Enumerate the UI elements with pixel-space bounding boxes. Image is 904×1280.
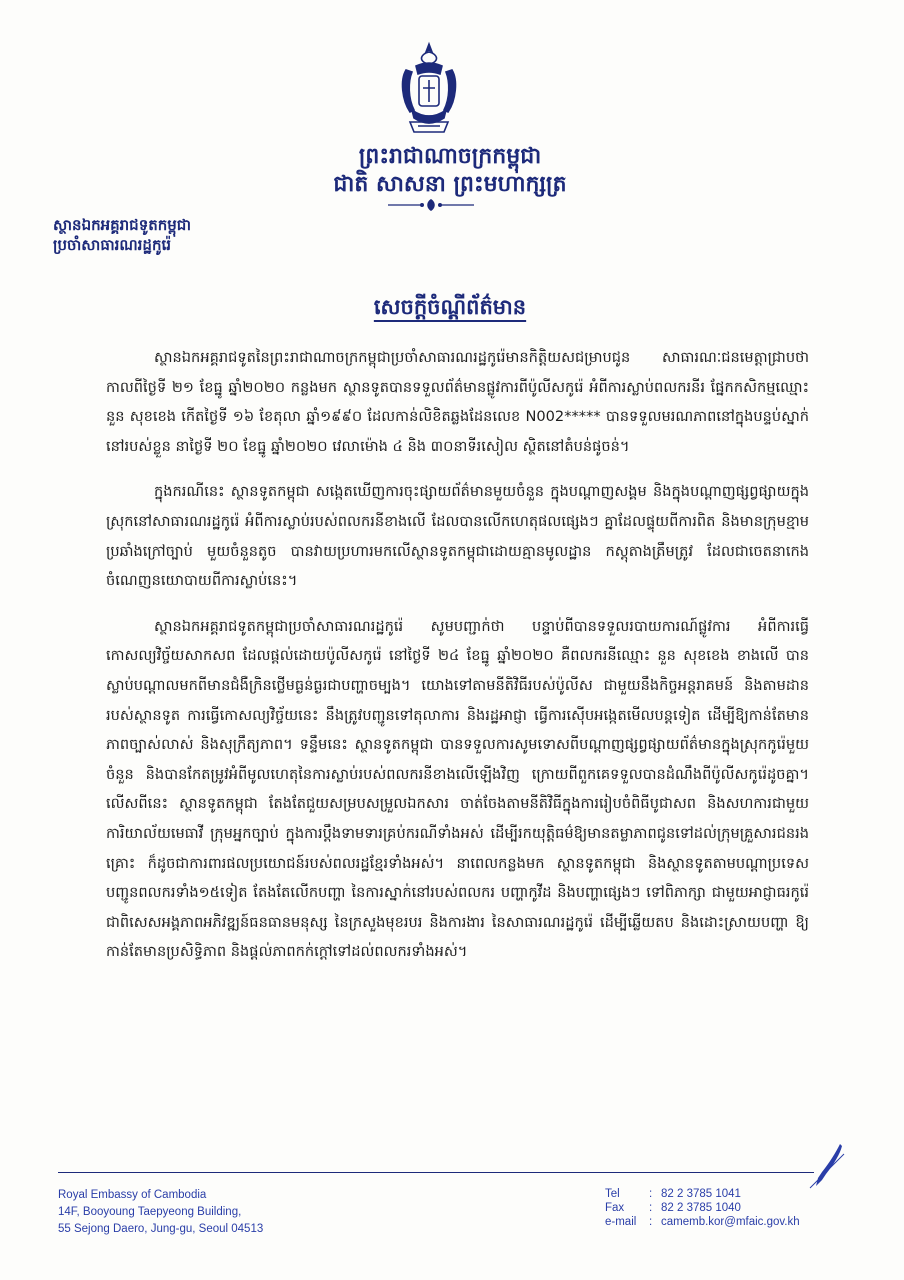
- paragraph-2: ក្នុងករណីនេះ ស្ថានទូតកម្ពុជា សង្កេតឃើញការចុះផ្សាយព័ត៌មានមួយចំនួន ក្នុងបណ្ដាញសង្គម និងក្នុងបណ្ដាញផ្សព្វផ្សាយក្នុងស្រុកនៅសាធារណរដ្ឋកូរ៉េ អំពីការស្លាប់របស់ពលករនីខាងលើ ដែលបានលើកហេតុផលផ្សេងៗ គ្នាដែលផ្ទុយពីការពិត និងមានក្រុមខ្មាមប្រឆាំងក្រៅច្បាប់ មួយចំនួនតូច បានវាយប្រហារមកលើស្ថានទូតកម្ពុជាដោយគ្មានមូលដ្ឋាន កស្តុតាងត្រឹមត្រូវ ដែលជាចេតនាកេងចំណេញនយោបាយពីការស្លាប់នេះ។: [106, 483, 809, 590]
- document-body: [106, 343, 809, 983]
- contact-separator: :: [649, 1202, 653, 1214]
- contact-value: 82 2 3785 1040: [661, 1202, 741, 1214]
- pen-nib-icon: [806, 1142, 846, 1190]
- contact-label: Fax: [605, 1202, 625, 1214]
- contact-row-tel: [605, 1187, 800, 1201]
- footer-divider: [58, 1172, 814, 1173]
- contact-row-fax: [605, 1201, 800, 1215]
- embassy-contact: [605, 1187, 800, 1229]
- contact-separator: :: [649, 1216, 653, 1228]
- sender-line-2: ប្រចាំសាធារណរដ្ឋកូរ៉េ: [53, 236, 171, 254]
- national-motto: ជាតិ សាសនា ព្រះមហាក្សត្រ: [333, 171, 567, 197]
- royal-coat-of-arms-icon: [392, 40, 466, 140]
- paragraph-3: ស្ថានឯកអគ្គរាជទូតកម្ពុជាប្រចាំសាធារណរដ្ឋកូរ៉េ សូមបញ្ជាក់ថា បន្ទាប់ពីបានទទួលរបាយការណ៍ផ្លូវការ អំពីការធ្វើកោសល្យវិច្ច័យសាកសព ដែលផ្ដល់ដោយប៉ូលីសកូរ៉េ នៅថ្ងៃទី ២៤ ខែធ្នូ ឆ្នាំ២០២០ គឺពលករនីឈ្មោះ នួន សុខខេង ខាងលើ បានស្លាប់បណ្ដាលមកពីមានជំងឺក្រិនថ្លើមធ្ងន់ធ្ងរជាបញ្ហាចម្បង។ យោងទៅតាមនីតិវិធីរបស់ប៉ូលីស ជាមួយនឹងកិច្ចអន្តរាគមន៍ និងតាមដានរបស់ស្ថានទូត ការធ្វើកោសល្យវិច្ច័យនេះ នឹងត្រូវបញ្ជូនទៅតុលាការ និងរដ្ឋអាជ្ញា ធ្វើការស៊ើបអង្កេតមើលបន្តទៀត ដើម្បីឱ្យកាន់តែមានភាពច្បាស់លាស់ និងសុក្រឹត្យភាព។ ទន្ទឹមនេះ ស្ថានទូតកម្ពុជា បានទទួលការសូមទោសពីបណ្ដាញផ្សព្វផ្សាយព័ត៌មានក្នុងស្រុកកូរ៉េមួយចំនួន និងបានកែតម្រូវអំពីមូលហេតុនៃការស្លាប់របស់ពលករនីខាងលើឡើងវិញ ក្រោយពីពួកគេទទួលបានដំណឹងពីប៉ូលីសកូរ៉េដូចគ្នា។ លើសពីនេះ ស្ថានទូតកម្ពុជា តែងតែជួយសម្របសម្រួលឯកសារ ចាត់ចែងតាមនីតិវិធីក្នុងការរៀបចំពិធីបូជាសព និងសហការជាមួយការិយាល័យមេធាវី ក្រុមអ្នកច្បាប់ ក្នុងការប្ដឹងទាមទារគ្រប់ករណីទាំងអស់ ដើម្បីរកយុត្តិធម៌ឱ្យមានតម្លាភាពជូនទៅដល់ក្រុមគ្រួសារជនរងគ្រោះ ក៏ដូចជាការពារផលប្រយោជន៍របស់ពលរដ្ឋខ្មែរទាំងអស់។ នាពេលកន្លងមក ស្ថានទូតកម្ពុជា និងស្ថានទូតតាមបណ្ដាប្រទេសបញ្ជូនពលករទាំង១៥ទៀត តែងតែលើកបញ្ហា នៃការស្នាក់នៅរបស់ពលករ បញ្ហាកូវីដ និងបញ្ហាផ្សេងៗ ទៅពិភាក្សា ជាមួយអាជ្ញាធរកូរ៉េ ជាពិសេសអង្គភាពអភិវឌ្ឍន៍ធនធានមនុស្ស នៃក្រសួងមុខរបរ និងការងារ នៃសាធារណរដ្ឋកូរ៉េ ដើម្បីឆ្លើយតប និងដោះស្រាយបញ្ហា ឱ្យកាន់តែមានប្រសិទ្ធិភាព និងផ្ដល់ភាពកក់ក្ដៅទៅដល់ពលករទាំងអស់។: [106, 617, 809, 961]
- document-title: សេចក្ដីចំណ្ដីព័ត៌មាន: [373, 294, 527, 319]
- ornament-divider-icon: [386, 198, 476, 212]
- address-line-3: 55 Sejong Daero, Jung-gu, Seoul 04513: [58, 1223, 264, 1235]
- embassy-address: [58, 1187, 263, 1238]
- sender-block: [53, 215, 191, 255]
- sender-line-1: ស្ថានឯកអគ្គរាជទូតកម្ពុជា: [53, 216, 192, 234]
- letterhead-kingdom: [300, 142, 600, 198]
- contact-separator: :: [649, 1188, 653, 1200]
- contact-label: Tel: [605, 1188, 620, 1200]
- kingdom-name: ព្រះរាជាណាចក្រកម្ពុជា: [358, 143, 542, 169]
- contact-value: 82 2 3785 1041: [661, 1188, 741, 1200]
- contact-value: camemb.kor@mfaic.gov.kh: [661, 1216, 800, 1228]
- contact-row-email: [605, 1215, 800, 1229]
- address-line-2: 14F, Booyoung Taepyeong Building,: [58, 1206, 242, 1218]
- contact-label: e-mail: [605, 1216, 637, 1228]
- paragraph-1: ស្ថានឯកអគ្គរាជទូតនៃព្រះរាជាណាចក្រកម្ពុជាប្រចាំសាធារណរដ្ឋកូរ៉េមានកិត្តិយសជម្រាបជូន សាធារណៈជនមេត្តាជ្រាបថា កាលពីថ្ងៃទី ២១ ខែធ្នូ ឆ្នាំ២០២០ កន្លងមក ស្ថានទូតបានទទួលព័ត៌មានផ្លូវការពីប៉ូលីសកូរ៉េ អំពីការស្លាប់ពលករនីរ ផ្នែកកសិកម្មឈ្មោះ នួន សុខខេង កើតថ្ងៃទី ១៦ ខែតុលា ឆ្នាំ១៩៩០ ដែលកាន់លិខិតឆ្លងដែនលេខ N002***** បានទទួលមរណភាពនៅក្នុងបន្ទប់ស្នាក់នៅរបស់ខ្លួន នាថ្ងៃទី ២០ ខែធ្នូ ឆ្នាំ២០២០ វេលាម៉ោង ៤ និង ៣០នាទីរសៀល ស្ថិតនៅតំបន់ផូចន់។: [106, 349, 809, 455]
- address-line-1: Royal Embassy of Cambodia: [58, 1189, 207, 1201]
